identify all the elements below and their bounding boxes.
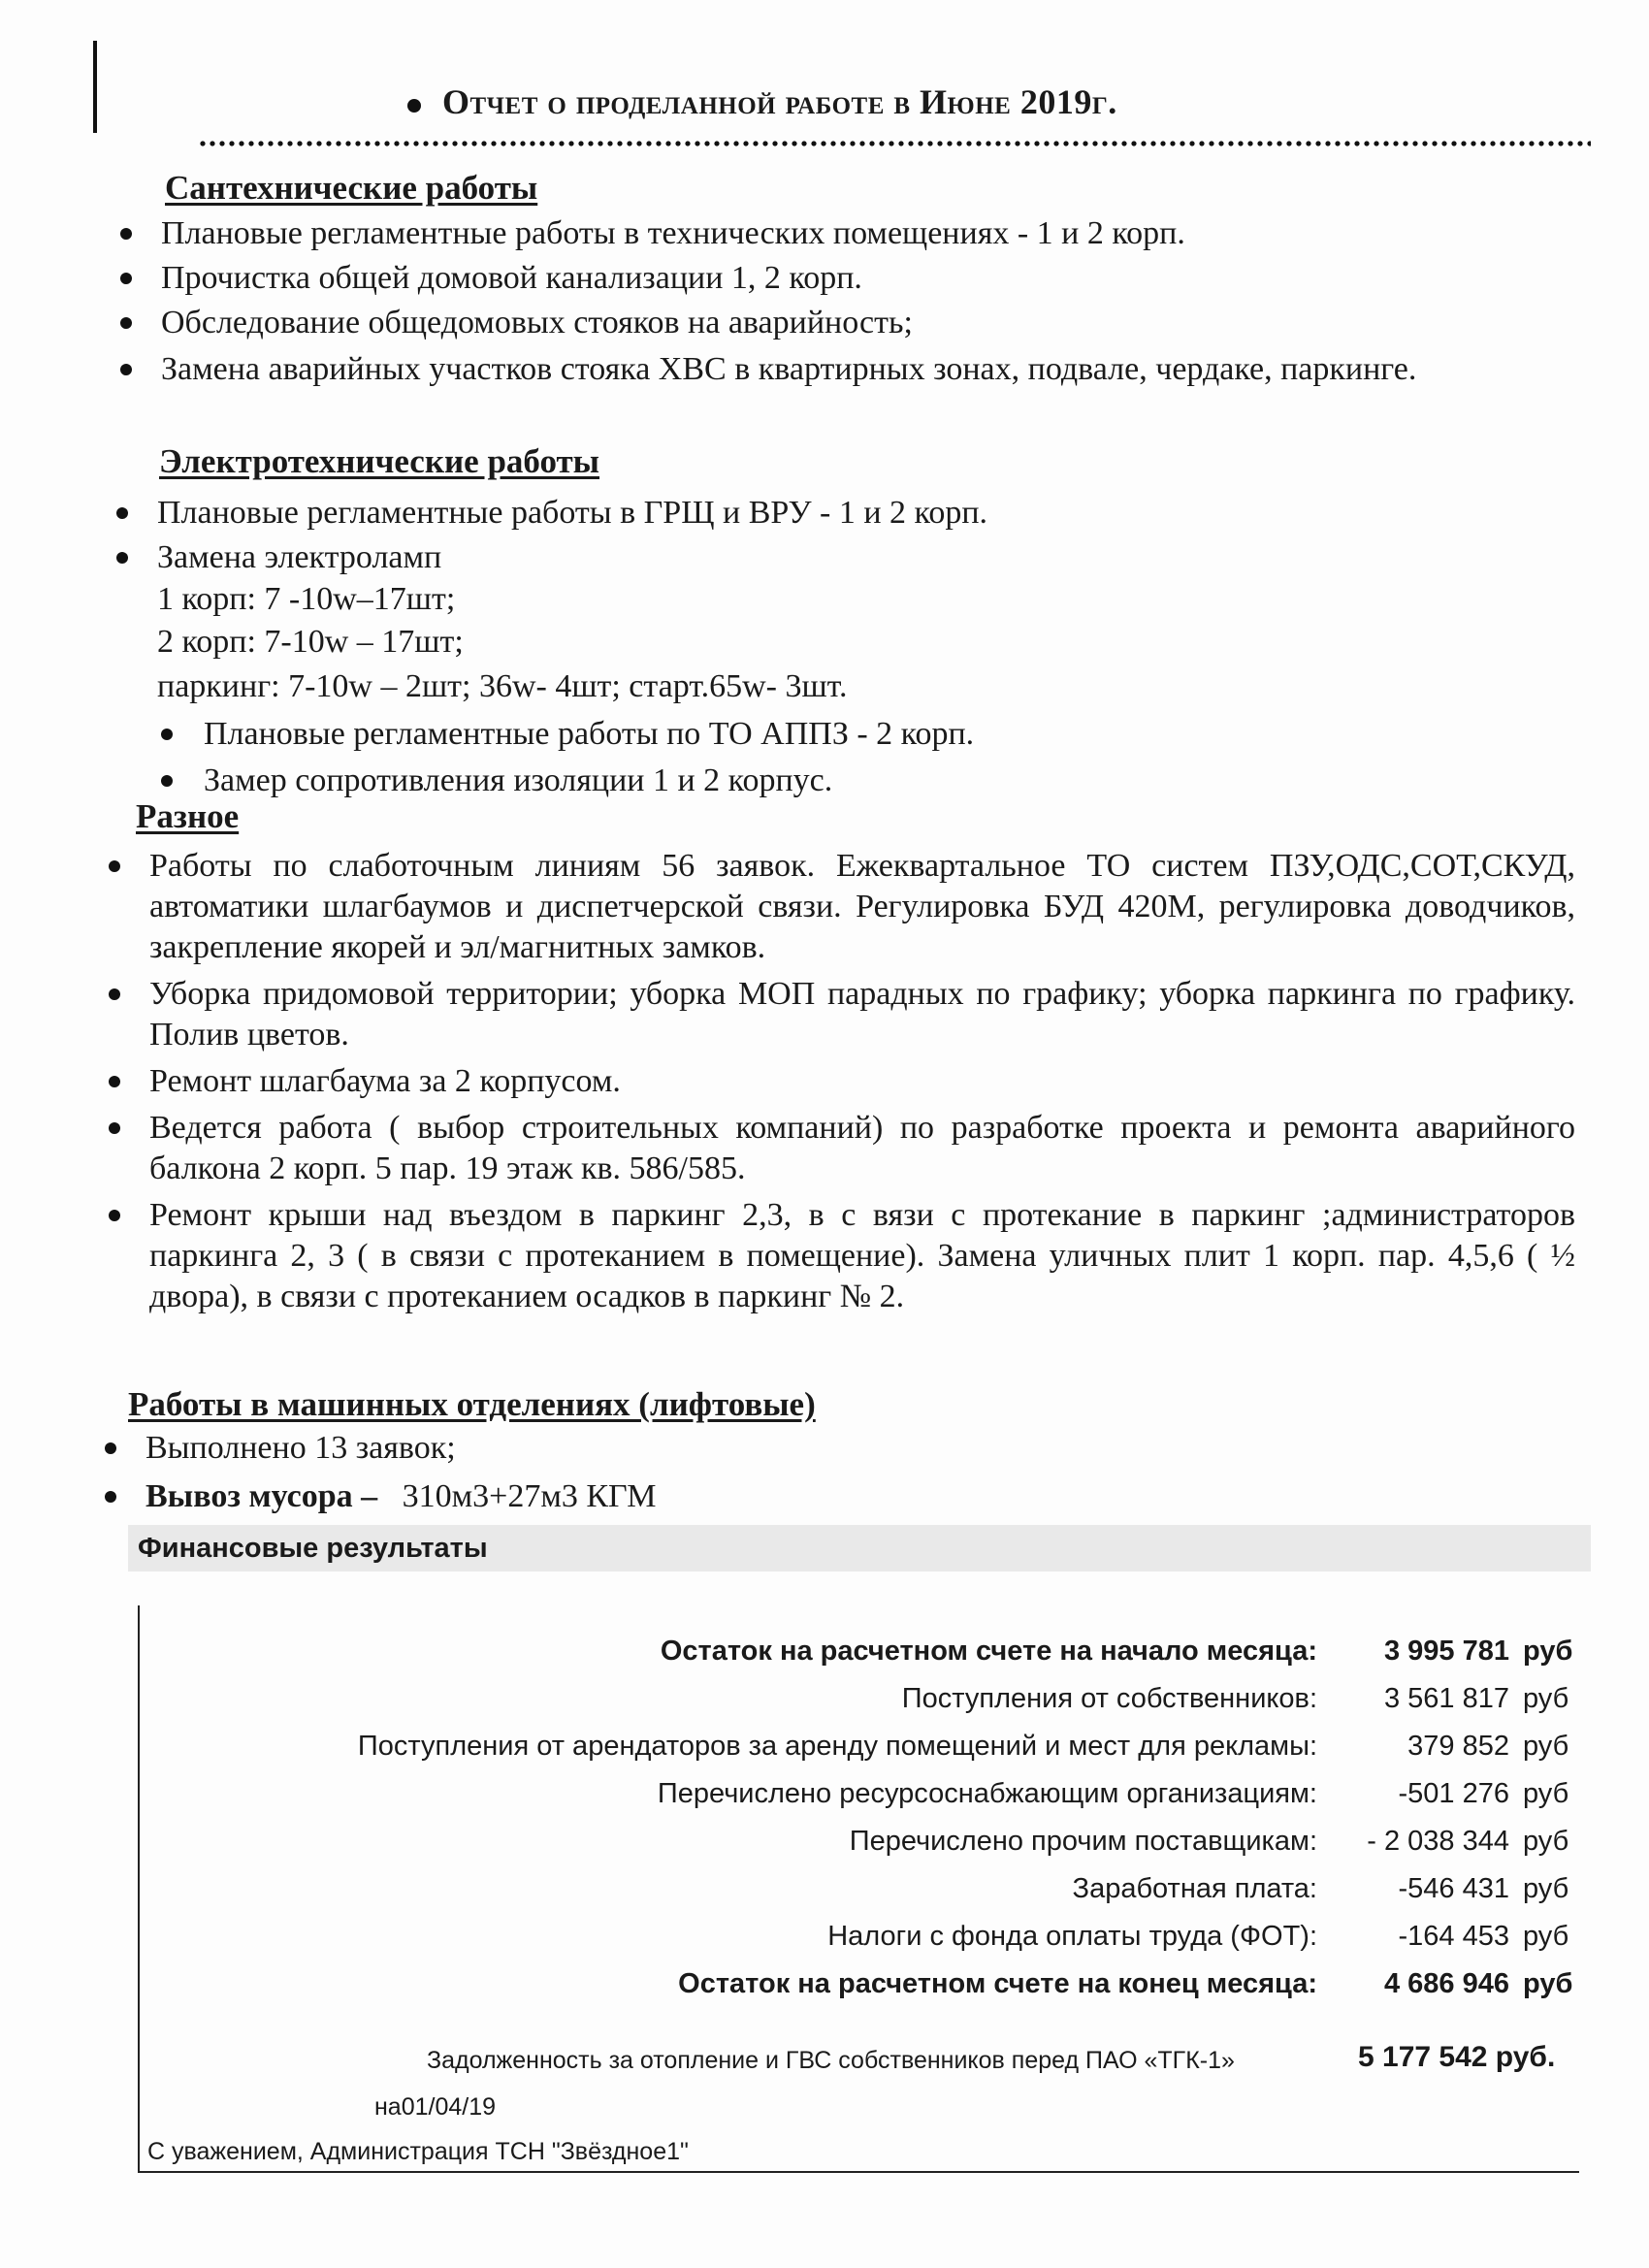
- list-item: Плановые регламентные работы в ГРЩ и ВРУ - 1 и 2 корп.: [157, 493, 1583, 534]
- lamp-line: 2 корп: 7-10w – 17шт;: [157, 624, 464, 660]
- list-item: Работы по слаботочным линиям 56 заявок. Ежеквартальное ТО систем ПЗУ,ОДС,СОТ,СКУД, автоматики шлагбаумов и диспетчерской связи. Регулировка БУД 420М, регулировка доводчиков, закрепление якорей и эл/магнитных замков.: [149, 846, 1575, 968]
- margin-mark: [93, 41, 97, 133]
- debt-amount: 5 177 542 руб.: [1358, 2041, 1556, 2073]
- debt-date: на01/04/19: [374, 2093, 497, 2121]
- bullet-icon: [109, 1122, 120, 1134]
- bullet-icon: [120, 273, 132, 284]
- list-item: Плановые регламентные работы по ТО АППЗ - 2 корп.: [204, 714, 1465, 755]
- list-item: Замер сопротивления изоляции 1 и 2 корпус.: [204, 761, 1465, 801]
- table-row: Налоги с фонда оплаты труда (ФОТ): -164 453 руб: [827, 1921, 1569, 1952]
- bullet-icon: [105, 1442, 116, 1454]
- bullet-icon: [109, 988, 120, 1000]
- list-item: Ремонт шлагбаума за 2 корпусом.: [149, 1061, 1575, 1102]
- bullet-icon: [116, 552, 128, 564]
- electrical-list: [157, 493, 1583, 578]
- electrical-sub-list: [204, 714, 1465, 801]
- finance-table: [146, 1628, 1591, 2008]
- finance-frame-bottom: [138, 2171, 1579, 2173]
- report-title-text: Отчет о проделанной работе в Июне 2019г.: [442, 82, 1117, 121]
- list-item: Ремонт крыши над въездом в паркинг 2,3, в с вязи с протекание в паркинг ;администраторов паркинга 2, 3 ( в связи с протеканием в помещение). Замена уличных плит 1 корп. пар. 4,5,6 ( ½ двора), в связи с протеканием осадков в паркинг № 2.: [149, 1195, 1575, 1317]
- bullet-icon: [407, 99, 421, 113]
- bullet-icon: [161, 775, 173, 787]
- report-title: [407, 81, 1117, 122]
- table-row: Остаток на расчетном счете на конец месяца: 4 686 946 руб: [678, 1968, 1573, 1999]
- table-row: Поступления от собственников: 3 561 817 руб: [901, 1683, 1569, 1714]
- lamp-line: паркинг: 7-10w – 2шт; 36w- 4шт; старт.65w- 3шт.: [157, 668, 848, 704]
- table-row: Заработная плата: -546 431 руб: [1072, 1873, 1569, 1904]
- bullet-icon: [109, 860, 120, 872]
- finance-frame-left: [138, 1605, 140, 2173]
- lamp-line: 1 корп: 7 -10w–17шт;: [157, 581, 456, 617]
- bullet-icon: [105, 1491, 116, 1503]
- list-item: Прочистка общей домовой канализации 1, 2 корп.: [161, 258, 1587, 299]
- list-item: Уборка придомовой территории; уборка МОП парадных по графику; уборка паркинга по графику. Полив цветов.: [149, 974, 1575, 1055]
- signature: С уважением, Администрация ТСН "Звёздное1": [147, 2138, 689, 2165]
- bullet-icon: [161, 729, 173, 740]
- bullet-icon: [109, 1076, 120, 1087]
- dotted-separator: [198, 140, 1591, 147]
- list-item: Замена аварийных участков стояка ХВС в квартирных зонах, подвале, чердаке, паркинге.: [161, 349, 1587, 390]
- list-item: Замена электроламп: [157, 537, 1583, 578]
- bullet-icon: [120, 317, 132, 329]
- bullet-icon: [109, 1210, 120, 1221]
- bullet-icon: [116, 507, 128, 519]
- misc-list: [149, 846, 1575, 1317]
- debt-label: Задолженность за отопление и ГВС собственников перед ПАО «ТГК-1»: [427, 2047, 1235, 2074]
- bullet-icon: [120, 364, 132, 375]
- list-item: Выполнено 13 заявок;: [146, 1428, 1571, 1469]
- list-item: Плановые регламентные работы в технических помещениях - 1 и 2 корп.: [161, 213, 1587, 254]
- table-row: Перечислено ресурсоснабжающим организациям: -501 276 руб: [657, 1778, 1569, 1809]
- finance-heading: Финансовые результаты: [128, 1525, 1591, 1571]
- list-item: Обследование общедомовых стояков на аварийность;: [161, 303, 1587, 343]
- garbage-label: Вывоз мусора –: [146, 1478, 378, 1514]
- list-item: Ведется работа ( выбор строительных компаний) по разработке проекта и ремонта аварийного балкона 2 корп. 5 пар. 19 этаж кв. 586/585.: [149, 1108, 1575, 1189]
- table-row: Поступления от арендаторов за аренду помещений и мест для рекламы: 379 852 руб: [357, 1731, 1569, 1762]
- section-heading-electrical: Электротехнические работы: [159, 442, 600, 480]
- section-heading-elevator: Работы в машинных отделениях (лифтовые): [128, 1385, 816, 1423]
- garbage-value: 310м3+27м3 КГМ: [402, 1478, 657, 1514]
- section-heading-misc: Разное: [136, 797, 240, 835]
- section-heading-plumbing: Сантехнические работы: [165, 169, 538, 207]
- table-row: Перечислено прочим поставщикам: - 2 038 344 руб: [849, 1826, 1569, 1857]
- list-item: [146, 1476, 1571, 1517]
- plumbing-list: [161, 213, 1587, 390]
- bullet-icon: [120, 228, 132, 240]
- table-row: Остаток на расчетном счете на начало месяца: 3 995 781 руб: [660, 1636, 1573, 1667]
- elevator-list: [146, 1428, 1571, 1517]
